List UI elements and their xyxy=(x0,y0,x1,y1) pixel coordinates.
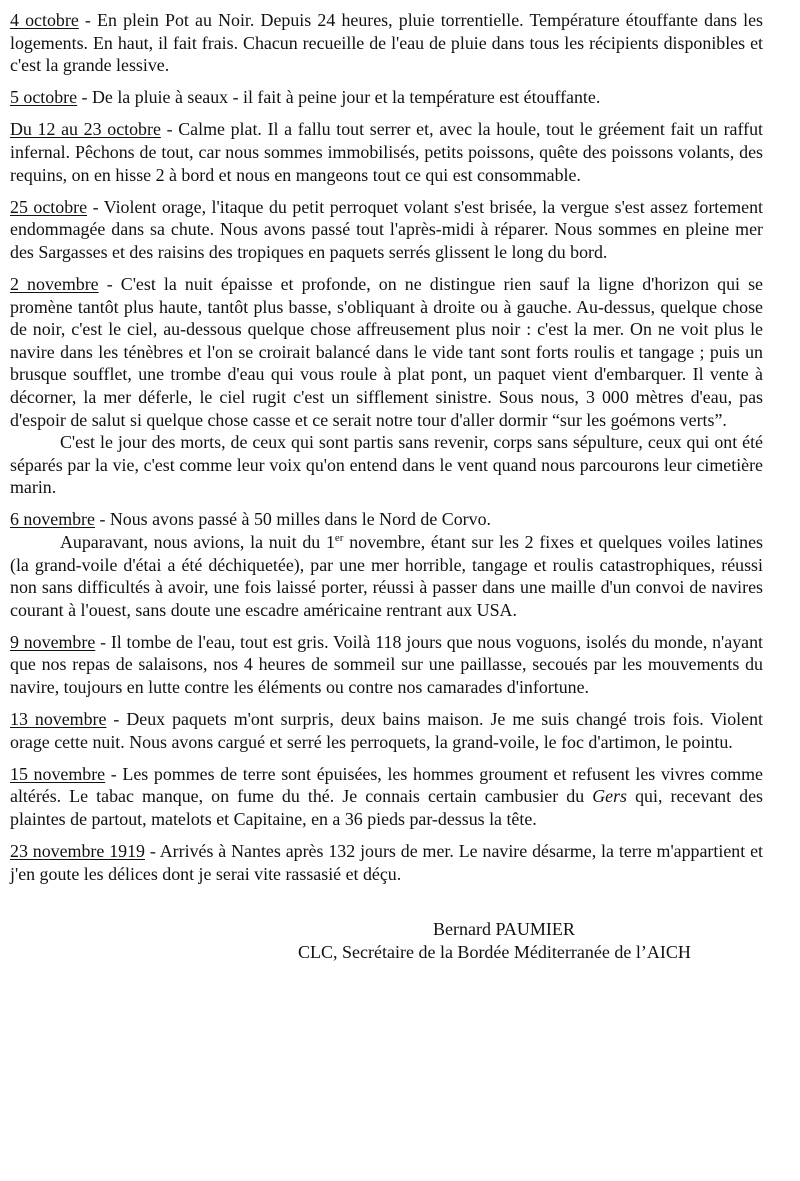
entry-text: - Violent orage, l'itaque du petit perroquet volant s'est brisée, la vergue s'est assez fortement endommagée dans sa chute. Nous avons passé tout l'après-midi à réparer. Nous sommes en pleine mer des Sargasses et des raisins des tropiques en paquets serrés glissent le long du bord. xyxy=(10,196,763,262)
entry-date: Du 12 au 23 octobre xyxy=(10,119,161,140)
entry-paragraph: C'est le jour des morts, de ceux qui sont partis sans revenir, corps sans sépulture, ceux qui ont été séparés par la vie, c'est comme leur voix qu'on entend dans le vent quand nous parcourons leur cimetière marin. xyxy=(10,432,763,498)
entry-text: - C'est la nuit épaisse et profonde, on ne distingue rien sauf la ligne d'horizon qui se promène tantôt plus haute, tantôt plus basse, s'obliquant à droite ou à gauche. Au-dessus, quelque chose de noir, c'est le ciel, au-dessous quelque chose affreusement plus noir : c'est la mer. On ne voit plus le navire dans les ténèbres et l'on se croirait balancé dans le vide tant sont forts roulis et tangage ; puis un brusque soufflet, une trombe d'eau qui vous roule à plat pont, un paquet vient d'embarquer. Il vente à décorner, la mer déferle, le ciel rugit c'est un sifflement sinistre. Sous nous, 3 000 mètres d'eau, pas d'espoir de salut si quelque chose casse et ce serait notre tour d'aller dormir “sur les goémons verts”. xyxy=(10,273,763,430)
journal-entry xyxy=(10,273,763,499)
entry-text: - En plein Pot au Noir. Depuis 24 heures, pluie torrentielle. Température étouffante dans les logements. En haut, il fait frais. Chacun recueille de l'eau de pluie dans tous les récipients disponibles et c'est la grande lessive. xyxy=(10,10,763,76)
journal-entry xyxy=(10,118,763,186)
ship-name: Gers xyxy=(592,786,628,807)
journal-entry xyxy=(10,196,763,264)
entry-date: 15 novembre xyxy=(10,763,106,784)
entry-date: 6 novembre xyxy=(10,509,95,530)
journal-entry xyxy=(10,86,763,109)
entry-text-part: Auparavant, nous avions, la nuit du 1 xyxy=(60,531,335,552)
signature-title: CLC, Secrétaire de la Bordée Méditerranée de l’AICH xyxy=(298,942,691,962)
journal-entry xyxy=(10,708,763,753)
entry-date: 9 novembre xyxy=(10,631,96,652)
journal-entry xyxy=(10,840,763,885)
entry-date: 25 octobre xyxy=(10,196,88,217)
ordinal-suffix: er xyxy=(334,532,344,544)
entry-text: - Arrivés à Nantes après 132 jours de mer. Le navire désarme, la terre m'appartient et j'en goute les délices dont je serai vite rassasié et déçu. xyxy=(10,841,763,884)
entry-date: 23 novembre 1919 xyxy=(10,841,145,862)
entry-paragraph xyxy=(10,531,763,621)
journal-entry xyxy=(10,631,763,699)
journal-entry xyxy=(10,9,763,77)
journal-entry xyxy=(10,763,763,831)
signature-name: Bernard PAUMIER xyxy=(433,919,575,939)
entry-text: - De la pluie à seaux - il fait à peine jour et la température est étouffante. xyxy=(77,87,601,108)
entry-date: 2 novembre xyxy=(10,273,99,294)
entry-text-part: qui, recevant des plaintes de partout, matelots et Capitaine, en a 36 pieds par-dessus la tête. xyxy=(10,786,763,829)
entry-text: - Calme plat. Il a fallu tout serrer et, avec la houle, tout le gréement fait un raffut infernal. Pêchons de tout, car nous sommes immobilisés, petits poissons, quête des poissons volants, des requins, on en hisse 2 à bord et nous en mangeons tout ce qui est consommable. xyxy=(10,119,764,185)
entry-text: - Deux paquets m'ont surpris, deux bains maison. Je me suis changé trois fois. Violent orage cette nuit. Nous avons cargué et serré les perroquets, la grand-voile, le foc d'artimon, le pointu. xyxy=(10,709,763,752)
entry-date: 5 octobre xyxy=(10,87,78,108)
entry-text: - Nous avons passé à 50 milles dans le Nord de Corvo. xyxy=(94,509,491,530)
journal-entry xyxy=(10,508,763,621)
entry-text: - Il tombe de l'eau, tout est gris. Voilà 118 jours que nous voguons, isolés du monde, n'ayant que nos repas de salaisons, nos 4 heures de sommeil sur une paillasse, secoués par les mouvements du navire, toujours en lutte contre les éléments ou contre nos camarades d'infortune. xyxy=(10,631,763,698)
entry-date: 4 octobre xyxy=(10,10,79,30)
entry-date: 13 novembre xyxy=(10,709,107,730)
entry-text-part: - Les pommes de terre sont épuisées, les hommes groument et refusent les vivres comme altérés. Le tabac manque, on fume du thé. Je connais certain cambusier du xyxy=(10,763,763,807)
entry-text-part: novembre, étant sur les 2 fixes et quelques voiles latines (la grand-voile d'étai a été déchiquetée), par une mer horrible, tangage et roulis catastrophiques, réussi non sans difficultés à avoir, une fois laissé porter, réussi à passer dans une maille d'un convoi de navires courant à l'ouest, sans doute une escadre américaine rentrant aux USA. xyxy=(10,531,763,620)
